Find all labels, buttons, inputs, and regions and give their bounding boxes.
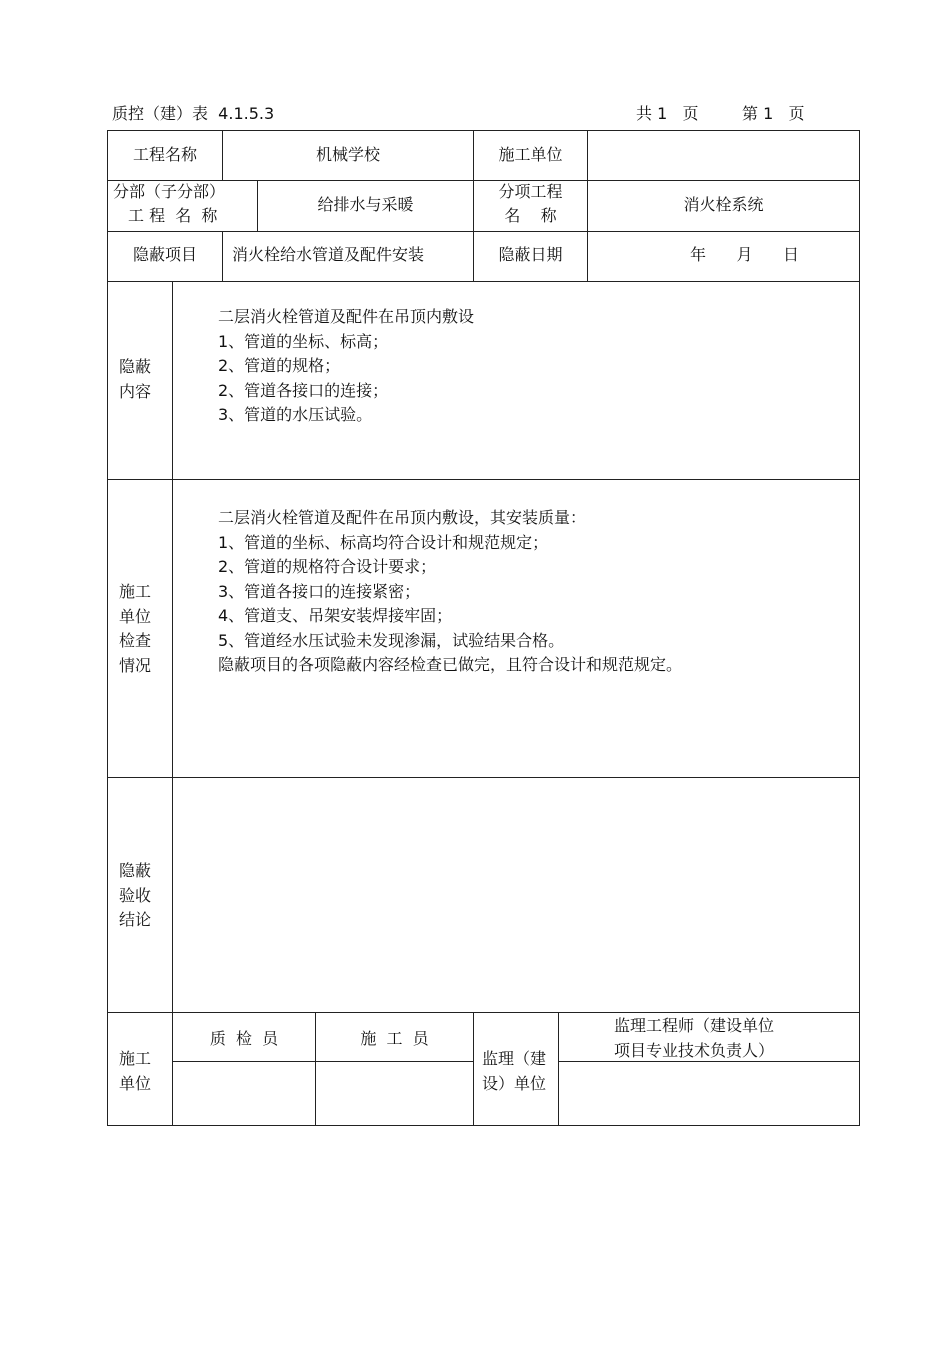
hidden-content-line: 2、管道的规格； bbox=[218, 356, 341, 375]
supervisor-label: 监理工程师（建设单位 项目专业技术负责人） bbox=[614, 1016, 775, 1060]
subitem-label-line2: 名 称 bbox=[504, 206, 557, 225]
sign-construction-unit-label: 施工 单位 bbox=[119, 1049, 152, 1093]
inspector-signature-field[interactable] bbox=[173, 1062, 315, 1125]
subitem-value: 消火栓系统 bbox=[683, 195, 764, 214]
hidden-content-line: 3、管道的水压试验。 bbox=[218, 405, 373, 424]
subitem-label-line1: 分项工程 bbox=[498, 182, 563, 201]
total-pages: 共 1 页 bbox=[636, 104, 699, 123]
inspection-line: 4、管道支、吊架安装焊接牢固； bbox=[218, 606, 453, 625]
inspection-line: 隐蔽项目的各项隐蔽内容经检查已做完，且符合设计和规范规定。 bbox=[218, 655, 683, 674]
project-name-value: 机械学校 bbox=[315, 145, 380, 164]
inspector-label: 质 检 员 bbox=[209, 1029, 279, 1048]
page-number: 第 1 页 bbox=[742, 104, 805, 123]
hidden-content-line: 2、管道各接口的连接； bbox=[218, 380, 389, 400]
division-label-line2: 工 程 名 称 bbox=[128, 206, 218, 225]
hidden-content-line: 1、管道的坐标、标高； bbox=[218, 331, 389, 351]
inspection-line: 3、管道各接口的连接紧密； bbox=[218, 581, 421, 601]
inspection-line: 5、管道经水压试验未发现渗漏，试验结果合格。 bbox=[218, 630, 565, 650]
supervision-unit-label: 监理（建 设）单位 bbox=[482, 1049, 547, 1093]
inspection-line: 2、管道的规格符合设计要求； bbox=[218, 557, 437, 576]
hidden-item-value: 消火栓给水管道及配件安装 bbox=[232, 245, 425, 264]
builder-signature-field[interactable] bbox=[316, 1062, 473, 1125]
inspection-line: 二层消火栓管道及配件在吊顶内敷设，其安装质量： bbox=[218, 508, 587, 527]
hidden-date-label: 隐蔽日期 bbox=[498, 245, 563, 264]
division-value: 给排水与采暖 bbox=[317, 195, 414, 214]
supervisor-signature-field[interactable] bbox=[559, 1062, 859, 1125]
conclusion-label: 隐蔽 验收 结论 bbox=[119, 861, 152, 929]
construction-unit-label: 施工单位 bbox=[498, 145, 563, 164]
hidden-item-label: 隐蔽项目 bbox=[132, 245, 197, 264]
project-name-label: 工程名称 bbox=[132, 145, 197, 164]
hidden-date-value: 年 月 日 bbox=[690, 245, 800, 264]
inspection-label: 施工 单位 检查 情况 bbox=[119, 582, 152, 675]
division-label-line1: 分部（子分部） bbox=[113, 182, 226, 201]
inspection-line: 1、管道的坐标、标高均符合设计和规范规定； bbox=[218, 532, 549, 552]
form-code: 质控（建）表 4.1.5.3 bbox=[112, 104, 275, 123]
hidden-content-label: 隐蔽 内容 bbox=[119, 357, 152, 401]
hidden-content-line: 二层消火栓管道及配件在吊顶内敷设 bbox=[218, 307, 475, 326]
builder-label: 施 工 员 bbox=[360, 1029, 429, 1048]
